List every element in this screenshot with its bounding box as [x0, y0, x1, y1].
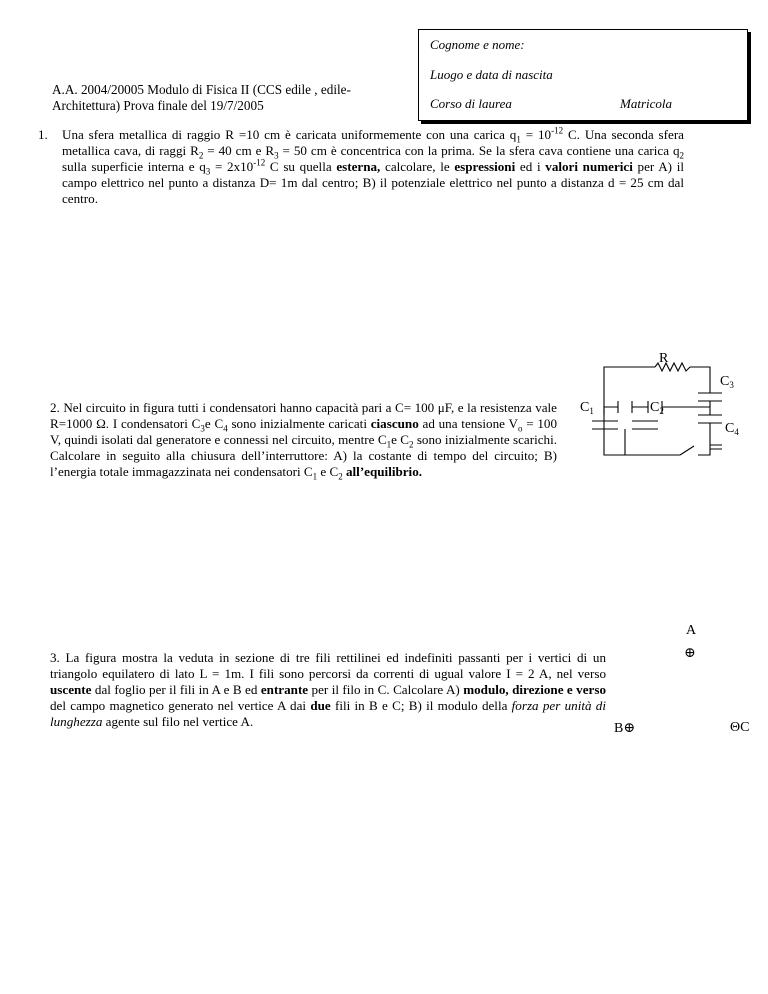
label-R: R [659, 351, 669, 366]
circuit-diagram [570, 345, 760, 470]
name-label: Cognome e nome: [430, 37, 525, 52]
circuit-wire-left [604, 407, 622, 455]
course-label: Corso di laurea [430, 96, 512, 111]
wire-B-label: B [614, 721, 624, 736]
birth-label: Luogo e data di nascita [430, 67, 553, 82]
c4-capacitor-symbol [698, 415, 722, 423]
matricola-label: Matricola [620, 96, 672, 111]
circuit-wire-top-right [690, 367, 710, 393]
wire-C [730, 720, 749, 736]
wire-A-label: A [686, 623, 697, 638]
problem2-text: 2. Nel circuito in figura tutti i condensatori hanno capacità pari a C= 100 μF, e la resistenza vale R=1000 Ω. I condensatori $C_3e$ $C_4$ sono inizialmente caricati ciascuno ad una tensione $V_o = 100$ V, quindi isolati dal generatore e connessi nel circuito, mentre $C_1e$ $C_2$ sono inizialmente scarichi. Calcolare in seguito alla chiusura dell’interruttore: A) la costante di tempo del circuito; B) l’energia totale immagazzinata nei condensatori $C_1$ e $C_2$ all’equilibrio. [50, 400, 557, 482]
wire-B [614, 720, 635, 737]
wire-C-label: C [740, 720, 750, 735]
wire-B-out-icon: ⊕ [623, 721, 636, 736]
wire-C-in-icon: Θ [730, 720, 741, 735]
label-C1: $C_1$ [580, 400, 594, 416]
problem1-text: Una sfera metallica di raggio R =10 cm è caricata uniformemente con una carica $q_1 = 10^{-12}$ C. Una seconda sfera metallica cava, di raggi $R_2 = 40$ cm e $R_3 = 50$ cm è concentrica con la prima. Se la sfera cava contiene una carica $q_2$ sulla superficie interna e $q_3 = 2x10^{-12}$ C su quella esterna, calcolare, le espressioni ed i valori numerici per A) il campo elettrico nel punto a distanza D= 1m dal centro; B) il potenziale elettrico nel punto a distanza d = 25 cm dal centro. [62, 125, 685, 206]
problem3-text: 3. La figura mostra la veduta in sezione di tre fili rettilinei ed indefiniti passanti per i vertici di un triangolo equilatero di lato L = 1m. I fili sono percorsi da correnti di ugual valore I = 2 A, nel verso uscente dal foglio per il fili in A e B ed entrante per il filo in C. Calcolare A) modulo, direzione e verso del campo magnetico generato nel vertice A dai due fili in B e C; B) il modulo della forza per unità di lunghezza agente sul filo nel vertice A. [50, 650, 606, 729]
switch-symbol [680, 446, 694, 455]
problem1-number: 1. [38, 127, 48, 142]
exam-title-line2: Architettura) Prova finale del 19/7/2005 [52, 98, 264, 113]
circuit-wire-top-left [604, 367, 655, 415]
label-C3: $C_3$ [720, 374, 734, 390]
exam-title-line1: A.A. 2004/20005 Modulo di Fisica II (CCS edile , edile- [52, 82, 351, 97]
c3-capacitor-symbol [698, 393, 722, 401]
label-C2: $C_2$ [650, 400, 664, 416]
c1-capacitor-symbol [618, 401, 632, 413]
student-info-box [418, 29, 748, 121]
exam-title [52, 82, 351, 114]
wire-A-out-icon: ⊕ [684, 646, 696, 661]
label-C4: $C_4$ [725, 421, 739, 437]
